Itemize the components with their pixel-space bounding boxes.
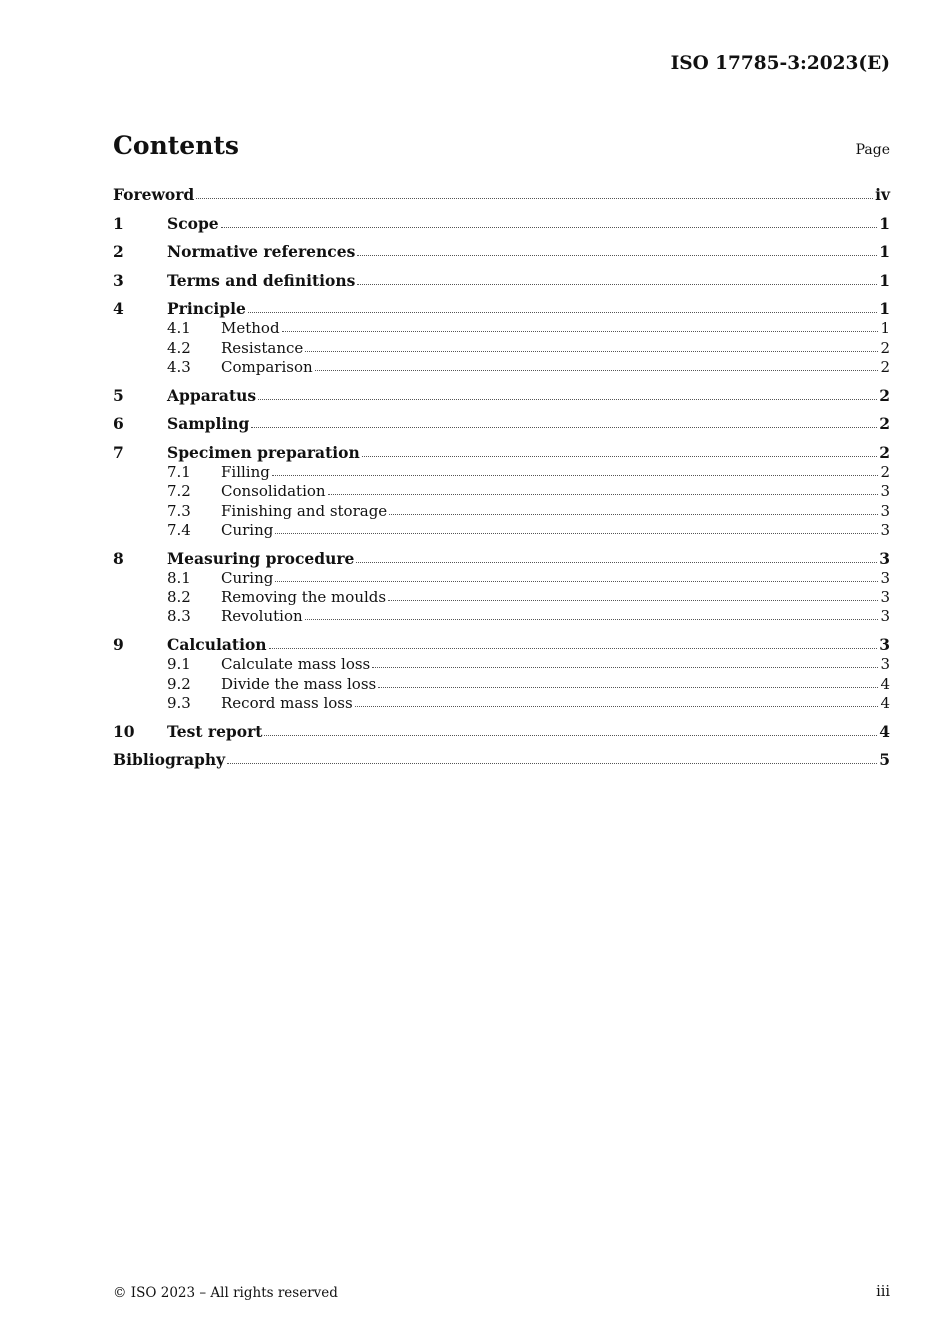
toc-entry-number: 2 <box>113 242 124 262</box>
toc-entry-title[interactable]: Calculation <box>167 635 267 655</box>
toc-leader-dots <box>356 561 877 563</box>
toc-entry[interactable] <box>113 214 890 234</box>
toc-entry-page: 1 <box>879 270 890 290</box>
toc-entry-title[interactable]: Calculate mass loss <box>221 655 371 674</box>
toc-entry-title[interactable]: Test report <box>167 721 263 741</box>
toc-entry-number: 9.1 <box>167 655 191 674</box>
toc-entry[interactable] <box>113 588 890 607</box>
toc-entry-title[interactable]: Measuring procedure <box>167 548 355 568</box>
toc-leader-dots <box>264 734 877 736</box>
toc-entry[interactable] <box>113 386 890 406</box>
toc-entry-page: 3 <box>880 588 890 607</box>
toc-leader-dots <box>196 197 873 199</box>
toc-entry[interactable] <box>113 443 890 463</box>
toc-leader-dots <box>258 398 877 400</box>
toc-entry-page: 2 <box>879 385 890 405</box>
toc-entry[interactable] <box>113 750 890 770</box>
toc-entry-title[interactable]: Terms and definitions <box>167 270 356 290</box>
page-column-label: Page <box>855 142 890 158</box>
toc-entry[interactable] <box>113 675 890 694</box>
toc-entry-title[interactable]: Comparison <box>221 357 313 376</box>
toc-leader-dots <box>248 311 877 313</box>
toc-entry-title[interactable]: Removing the moulds <box>221 588 387 607</box>
toc-entry-number: 9 <box>113 635 124 655</box>
toc-entry-number: 5 <box>113 385 124 405</box>
toc-entry-title[interactable]: Specimen preparation <box>167 443 360 463</box>
toc-leader-dots <box>357 283 877 285</box>
toc-entry[interactable] <box>113 319 890 338</box>
toc-entry-number: 9.3 <box>167 693 191 712</box>
toc-leader-dots <box>251 426 877 428</box>
toc-entry-title[interactable]: Consolidation <box>221 482 326 501</box>
toc-leader-dots <box>305 350 878 352</box>
toc-entry-page: 4 <box>879 721 890 741</box>
toc-entry-page: 3 <box>880 568 890 587</box>
toc-entry-title[interactable]: Sampling <box>167 414 250 434</box>
toc-entry[interactable] <box>113 339 890 358</box>
page-title: Contents <box>113 131 240 160</box>
toc-entry-number: 7.4 <box>167 520 191 539</box>
toc-entry-number: 4.1 <box>167 319 191 338</box>
toc-leader-dots <box>227 762 877 764</box>
toc-entry-page: 1 <box>880 319 890 338</box>
toc-entry-title[interactable]: Revolution <box>221 607 303 626</box>
toc-leader-dots <box>269 647 878 649</box>
doc-id: ISO 17785-3:2023(E) <box>670 53 890 74</box>
toc-entry[interactable] <box>113 482 890 501</box>
toc-entry-title[interactable]: Apparatus <box>167 385 257 405</box>
toc-entry-title[interactable]: Resistance <box>221 338 304 357</box>
toc-entry-number: 6 <box>113 414 124 434</box>
toc-entry-title[interactable]: Record mass loss <box>221 693 353 712</box>
toc-entry-page: 3 <box>880 655 890 674</box>
toc-leader-dots <box>305 618 879 620</box>
toc-entry-title[interactable]: Filling <box>221 463 270 482</box>
toc-entry[interactable] <box>113 463 890 482</box>
toc-entry-title[interactable]: Method <box>221 319 280 338</box>
toc-entry[interactable] <box>113 569 890 588</box>
toc-entry-page: 1 <box>879 299 890 319</box>
toc-entry-number: 3 <box>113 270 124 290</box>
toc-entry[interactable] <box>113 694 890 713</box>
toc-entry-number: 10 <box>113 721 135 741</box>
toc-entry-page: 3 <box>880 607 890 626</box>
toc-entry[interactable] <box>113 185 890 205</box>
toc-leader-dots <box>315 369 879 371</box>
toc-entry-page: 2 <box>880 357 890 376</box>
toc-entry-number: 8.1 <box>167 568 191 587</box>
toc-entry-page: 2 <box>879 443 890 463</box>
toc-entry-page: 4 <box>880 693 890 712</box>
toc-leader-dots <box>221 226 878 228</box>
footer-page-number: iii <box>876 1284 890 1300</box>
toc-leader-dots <box>275 532 878 534</box>
toc-entry-number: 4.2 <box>167 338 191 357</box>
toc-entry-number: 7.1 <box>167 463 191 482</box>
footer-copyright: © ISO 2023 – All rights reserved <box>113 1285 338 1301</box>
toc-leader-dots <box>388 599 878 601</box>
toc-entry-title[interactable]: Normative references <box>167 242 356 262</box>
toc-entry-number: 7 <box>113 443 124 463</box>
toc-entry-title[interactable]: Bibliography <box>113 750 226 770</box>
toc-entry-page: 2 <box>880 338 890 357</box>
toc-entry-page: 3 <box>879 548 890 568</box>
toc-entry[interactable] <box>113 299 890 319</box>
toc-entry-title[interactable]: Foreword <box>113 185 195 204</box>
toc-entry[interactable] <box>113 549 890 569</box>
toc-entry-title[interactable]: Principle <box>167 299 246 319</box>
toc-entry-number: 8.2 <box>167 588 191 607</box>
toc-entry-number: 4.3 <box>167 357 191 376</box>
toc-entry-title[interactable]: Scope <box>167 213 219 233</box>
toc-entry[interactable] <box>113 722 890 742</box>
toc-entry-page: 4 <box>880 674 890 693</box>
toc-entry[interactable] <box>113 635 890 655</box>
toc-entry[interactable] <box>113 242 890 262</box>
toc-entry[interactable] <box>113 502 890 521</box>
toc-entry[interactable] <box>113 271 890 291</box>
toc-entry[interactable] <box>113 655 890 674</box>
toc-entry-title[interactable]: Finishing and storage <box>221 501 388 520</box>
toc-entry-title[interactable]: Divide the mass loss <box>221 674 377 693</box>
toc-entry[interactable] <box>113 414 890 434</box>
toc-entry-page: 2 <box>879 414 890 434</box>
toc-entry-page: iv <box>875 185 890 204</box>
toc-entry-page: 3 <box>880 520 890 539</box>
toc-entry-page: 2 <box>880 463 890 482</box>
toc-entry[interactable] <box>113 607 890 626</box>
toc-entry-page: 1 <box>879 242 890 262</box>
toc-leader-dots <box>328 493 879 495</box>
toc-entry-number: 8 <box>113 548 124 568</box>
toc-entry-page: 3 <box>880 482 890 501</box>
toc-entry-number: 7.3 <box>167 501 191 520</box>
table-of-contents <box>113 185 890 770</box>
toc-entry-page: 3 <box>880 501 890 520</box>
toc-leader-dots <box>275 580 878 582</box>
toc-entry-page: 1 <box>879 213 890 233</box>
toc-leader-dots <box>378 686 878 688</box>
toc-entry-page: 5 <box>879 750 890 770</box>
toc-leader-dots <box>355 705 879 707</box>
toc-leader-dots <box>372 666 878 668</box>
toc-entry-title[interactable]: Curing <box>221 520 274 539</box>
toc-leader-dots <box>357 254 877 256</box>
toc-entry-number: 1 <box>113 213 124 233</box>
toc-entry-number: 8.3 <box>167 607 191 626</box>
toc-leader-dots <box>282 330 879 332</box>
toc-entry[interactable] <box>113 521 890 540</box>
toc-entry-number: 7.2 <box>167 482 191 501</box>
toc-leader-dots <box>362 455 877 457</box>
toc-entry-number: 9.2 <box>167 674 191 693</box>
toc-entry[interactable] <box>113 358 890 377</box>
toc-leader-dots <box>389 513 878 515</box>
toc-entry-title[interactable]: Curing <box>221 568 274 587</box>
toc-entry-page: 3 <box>879 635 890 655</box>
toc-entry-number: 4 <box>113 299 124 319</box>
toc-leader-dots <box>272 474 879 476</box>
